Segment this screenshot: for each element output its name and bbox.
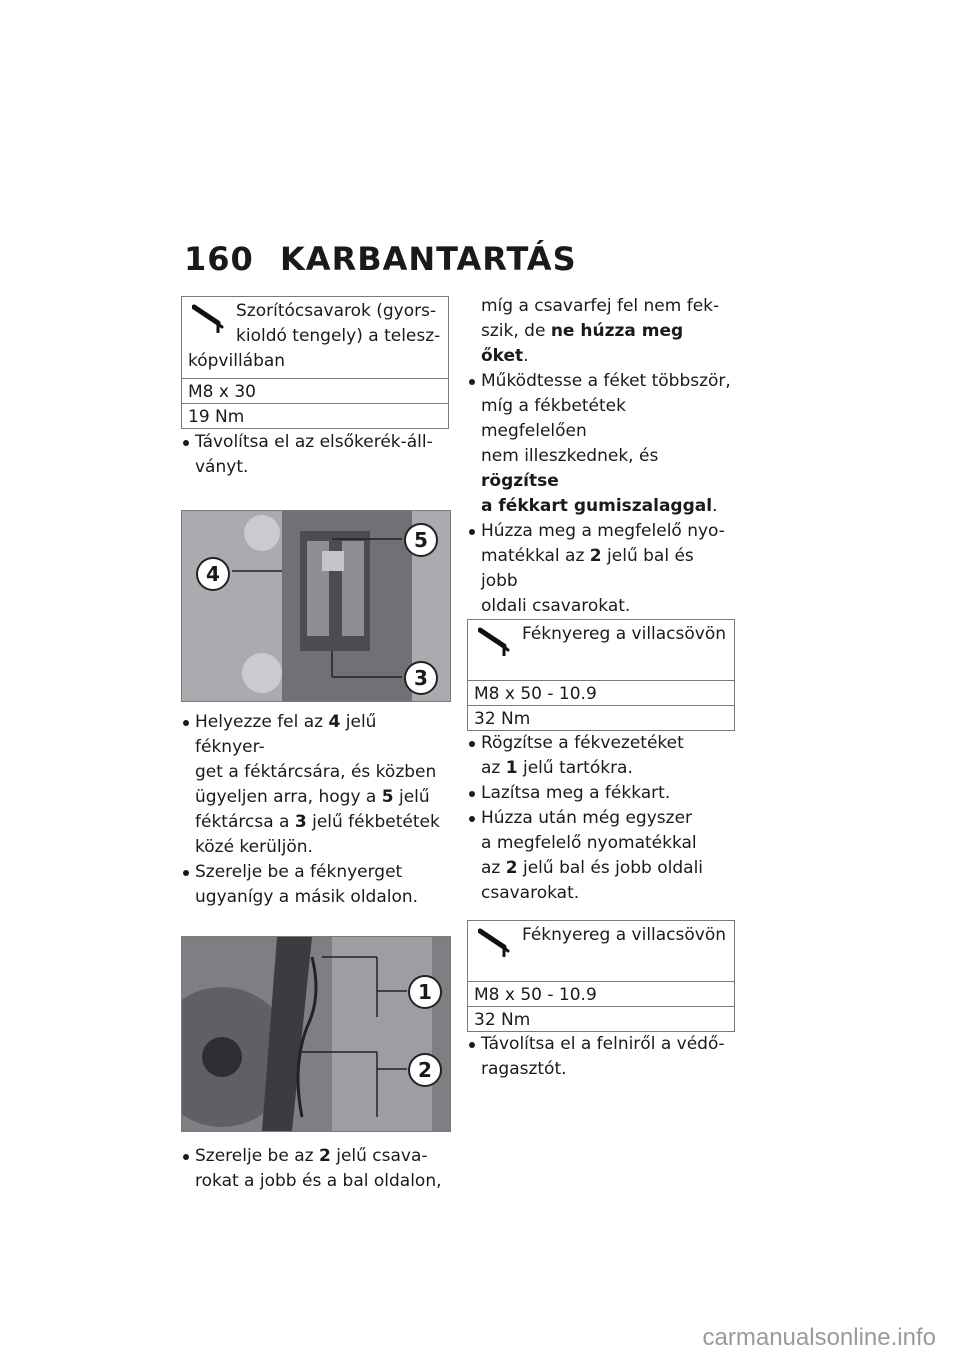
- spec-title-line: kópvillában: [188, 351, 286, 371]
- instruction-text: a megfelelő nyomatékkal: [481, 833, 697, 853]
- instruction-text: a fékkart gumiszalaggal.: [481, 496, 718, 516]
- spec-header: [468, 620, 734, 680]
- instruction-text: matékkal az 2 jelű bal és jobb: [481, 546, 694, 591]
- page-number: 160: [184, 240, 254, 278]
- instruction-text: féktárcsa a 3 jelű fékbetétek: [195, 812, 440, 832]
- instruction-text: szik, de ne húzza meg őket.: [481, 321, 684, 366]
- instruction-text: oldali csavarokat.: [481, 596, 631, 616]
- instruction-text: Szerelje be a féknyerget: [195, 862, 403, 882]
- right-column: [467, 294, 735, 1082]
- instruction-text: Lazítsa meg a fékkart.: [481, 783, 671, 803]
- instruction-bullet: [467, 806, 735, 906]
- fork-brake-line-figure: [181, 936, 451, 1132]
- instruction-text: csavarokat.: [481, 883, 580, 903]
- spec-torque: 32 Nm: [468, 705, 734, 730]
- instruction-text: Helyezze fel az 4 jelű féknyer-: [195, 712, 377, 757]
- wrench-icon: [478, 626, 514, 656]
- wrench-icon: [192, 303, 228, 333]
- callout-4: 4: [196, 557, 230, 591]
- instruction-text: Működtesse a féket többször,: [481, 371, 731, 391]
- instruction-text: közé kerüljön.: [195, 837, 313, 857]
- spec-torque: 32 Nm: [468, 1006, 734, 1031]
- torque-spec-table: [181, 296, 449, 429]
- instruction-text: Távolítsa el az elsőkerék-áll-: [195, 432, 433, 452]
- spec-title-line: Szorítócsavarok (gyors-: [236, 301, 437, 321]
- spec-size: M8 x 50 - 10.9: [468, 981, 734, 1006]
- spec-title: Féknyereg a villacsövön: [522, 624, 727, 644]
- instruction-text: az 2 jelű bal és jobb oldali: [481, 858, 704, 878]
- instruction-text: míg a csavarfej fel nem fek-: [481, 296, 720, 316]
- instruction-bullet: [181, 710, 449, 860]
- instruction-text: rokat a jobb és a bal oldalon,: [195, 1171, 442, 1191]
- instruction-text: get a féktárcsára, és közben: [195, 762, 437, 782]
- instruction-text: ugyanígy a másik oldalon.: [195, 887, 419, 907]
- instruction-text: Húzza meg a megfelelő nyo-: [481, 521, 725, 541]
- wrench-icon: [478, 927, 514, 957]
- instruction-text: míg a fékbetétek megfelelően: [481, 396, 626, 441]
- instruction-bullet: [467, 731, 735, 781]
- instruction-text: Távolítsa el a felniről a védő-: [481, 1034, 725, 1054]
- instruction-bullet: [467, 1032, 735, 1082]
- instruction-text: ragasztót.: [481, 1059, 567, 1079]
- spec-header: [182, 297, 448, 378]
- callout-5: 5: [404, 523, 438, 557]
- callout-3: 3: [404, 661, 438, 695]
- spec-title-line: kioldó tengely) a telesz-: [236, 326, 441, 346]
- instruction-text: Húzza után még egyszer: [481, 808, 693, 828]
- callout-2: 2: [408, 1053, 442, 1087]
- torque-spec-table: [467, 920, 735, 1032]
- instruction-text: az 1 jelű tartókra.: [481, 758, 633, 778]
- spec-size: M8 x 50 - 10.9: [468, 680, 734, 705]
- instruction-text: ványt.: [195, 457, 249, 477]
- continued-text: [467, 294, 735, 369]
- left-column: [181, 296, 449, 1194]
- spec-size: M8 x 30: [182, 378, 448, 403]
- spec-torque: 19 Nm: [182, 403, 448, 428]
- instruction-bullet: [181, 860, 449, 910]
- instruction-bullet: [467, 369, 735, 519]
- brake-caliper-figure: [181, 510, 451, 702]
- instruction-text: Rögzítse a fékvezetéket: [481, 733, 684, 753]
- watermark: carmanualsonline.info: [702, 1324, 936, 1351]
- instruction-bullet: [181, 430, 449, 480]
- instruction-bullet: [467, 519, 735, 619]
- section-title: KARBANTARTÁS: [280, 240, 577, 278]
- callout-1: 1: [408, 975, 442, 1009]
- spec-title: Féknyereg a villacsövön: [522, 925, 727, 945]
- instruction-text: nem illeszkednek, és rögzítse: [481, 446, 659, 491]
- torque-spec-table: [467, 619, 735, 731]
- spec-header: [468, 921, 734, 981]
- instruction-text: ügyeljen arra, hogy a 5 jelű: [195, 787, 430, 807]
- instruction-bullet: [181, 1144, 449, 1194]
- fork-brake-line-illustration: [182, 937, 450, 1131]
- instruction-text: Szerelje be az 2 jelű csava-: [195, 1146, 428, 1166]
- page-header: [184, 240, 577, 278]
- instruction-bullet: [467, 781, 735, 806]
